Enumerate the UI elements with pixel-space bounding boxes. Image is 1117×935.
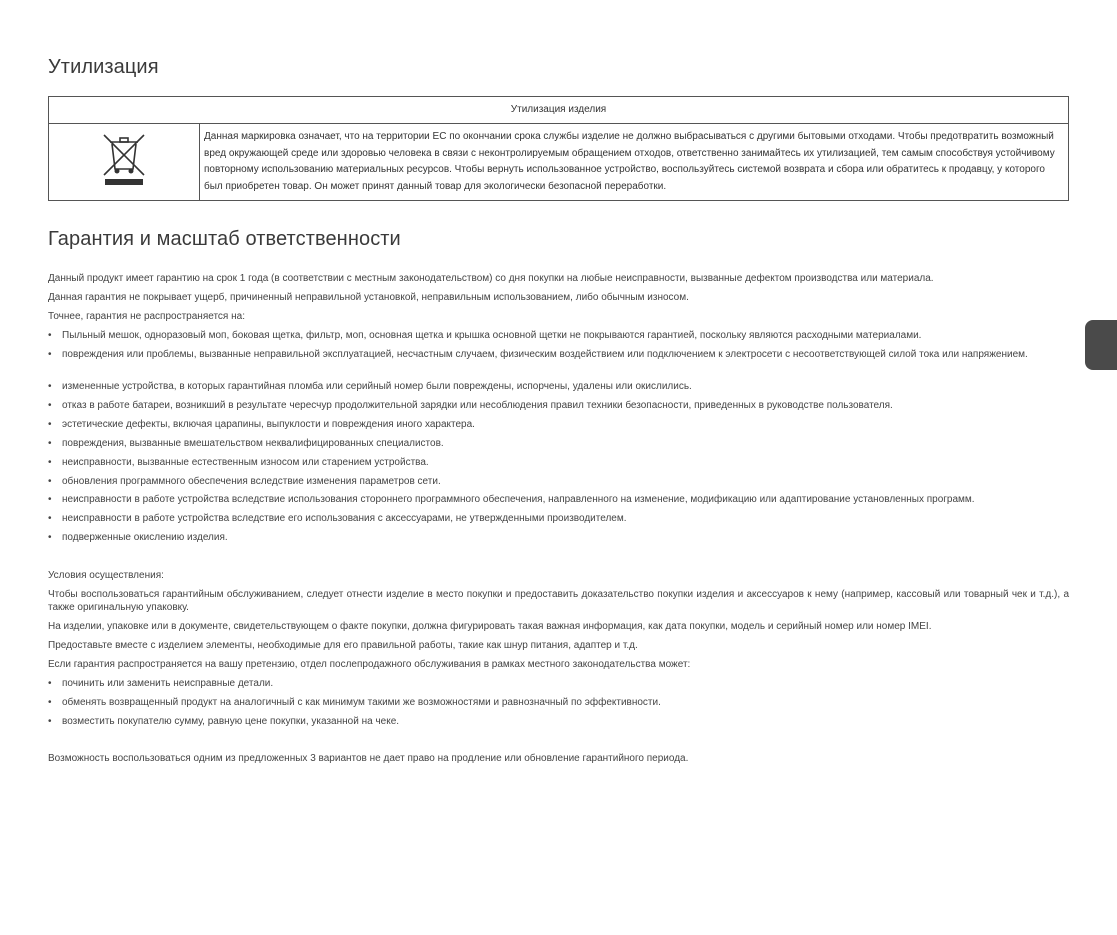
warranty-heading: Гарантия и масштаб ответственности	[48, 228, 401, 250]
list-item: • повреждения, вызванные вмешательством неквалифицированных специалистов.	[48, 438, 444, 449]
list-item: • повреждения или проблемы, вызванные неправильной эксплуатацией, несчастным случаем, физическим воздействием или подключением к электросети с несоответствующей силой тока или напряжением.	[48, 349, 1028, 360]
warranty-intro-1: Данный продукт имеет гарантию на срок 1 года (в соответствии с местным законодательством) со дня покупки на любые неисправности, вызванные дефектом производства или материала.	[48, 273, 934, 284]
list-item: • обменять возвращенный продукт на аналогичный с как минимум такими же возможностями и равнозначный по эффективности.	[48, 697, 661, 708]
disposal-icon-cell	[49, 124, 200, 201]
disposal-table	[48, 96, 1069, 201]
crossed-out-wheelie-bin-icon	[101, 131, 147, 187]
warranty-footer: Возможность воспользоваться одним из предложенных 3 вариантов не дает право на продление или обновление гарантийного периода.	[48, 753, 689, 764]
list-item: • неисправности в работе устройства вследствие его использования с аксессуарами, не утвержденными производителем.	[48, 513, 627, 524]
condition-3: Предоставьте вместе с изделием элементы, необходимые для его правильной работы, такие как шнур питания, адаптер и т.д.	[48, 640, 638, 651]
warranty-intro-2: Данная гарантия не покрывает ущерб, причиненный неправильной установкой, неправильным использованием, либо обычным износом.	[48, 292, 689, 303]
condition-2: На изделии, упаковке или в документе, свидетельствующем о факте покупки, должна фигурировать такая важная информация, как дата покупки, модель и серийный номер или номер IMEI.	[48, 621, 932, 632]
list-item: • неисправности в работе устройства вследствие использования стороннего программного обеспечения, направленного на изменение, модификацию или адаптирование установленных программ.	[48, 494, 975, 505]
list-item: • измененные устройства, в которых гарантийная пломба или серийный номер были повреждены, испорчены, удалены или окислились.	[48, 381, 692, 392]
list-item: • починить или заменить неисправные детали.	[48, 678, 274, 689]
list-item: • эстетические дефекты, включая царапины, выпуклости и повреждения иного характера.	[48, 419, 475, 430]
side-tab	[1085, 320, 1117, 370]
list-item: • Пыльный мешок, одноразовый моп, боковая щетка, фильтр, моп, основная щетка и крышка основной щетки не покрываются гарантией, поскольку являются расходными материалами.	[48, 330, 922, 341]
disposal-heading: Утилизация	[48, 56, 159, 78]
condition-4: Если гарантия распространяется на вашу претензию, отдел послепродажного обслуживания в рамках местного законодательства может:	[48, 659, 691, 670]
disposal-description: Данная маркировка означает, что на территории ЕС по окончании срока службы изделие не должно выбрасываться с другими бытовыми отходами. Чтобы предотвратить возможный вред окружающей среде или здоровью человека в связи с неконтролируемым обращением отходов, ответственно занимайтесь их утилизацией, тем самым способствуя устойчивому повторному использованию материальных ресурсов. Чтобы вернуть использованное устройство, воспользуйтесь системой возврата и сбора или обратитесь к продавцу, у которого был приобретен товар. Он может принят данный товар для экологически безопасной переработки.	[200, 124, 1069, 201]
list-item: • возместить покупателю сумму, равную цене покупки, указанной на чеке.	[48, 716, 400, 727]
warranty-intro-3: Точнее, гарантия не распространяется на:	[48, 311, 245, 322]
list-item: • обновления программного обеспечения вследствие изменения параметров сети.	[48, 476, 441, 487]
list-item: • неисправности, вызванные естественным износом или старением устройства.	[48, 457, 429, 468]
condition-1: Чтобы воспользоваться гарантийным обслуживанием, следует отнести изделие в место покупки и предоставить доказательство покупки изделия и аксессуаров к нему (например, кассовый или товарный чек и т.д.), а также оригинальную упаковку.	[48, 589, 1069, 613]
conditions-title: Условия осуществления:	[48, 570, 164, 581]
list-item: • подверженные окислению изделия.	[48, 532, 228, 543]
disposal-table-header: Утилизация изделия	[49, 97, 1069, 124]
list-item: • отказ в работе батареи, возникший в результате чересчур продолжительной зарядки или несоблюдения правил техники безопасности, приведенных в руководстве пользователя.	[48, 400, 893, 411]
